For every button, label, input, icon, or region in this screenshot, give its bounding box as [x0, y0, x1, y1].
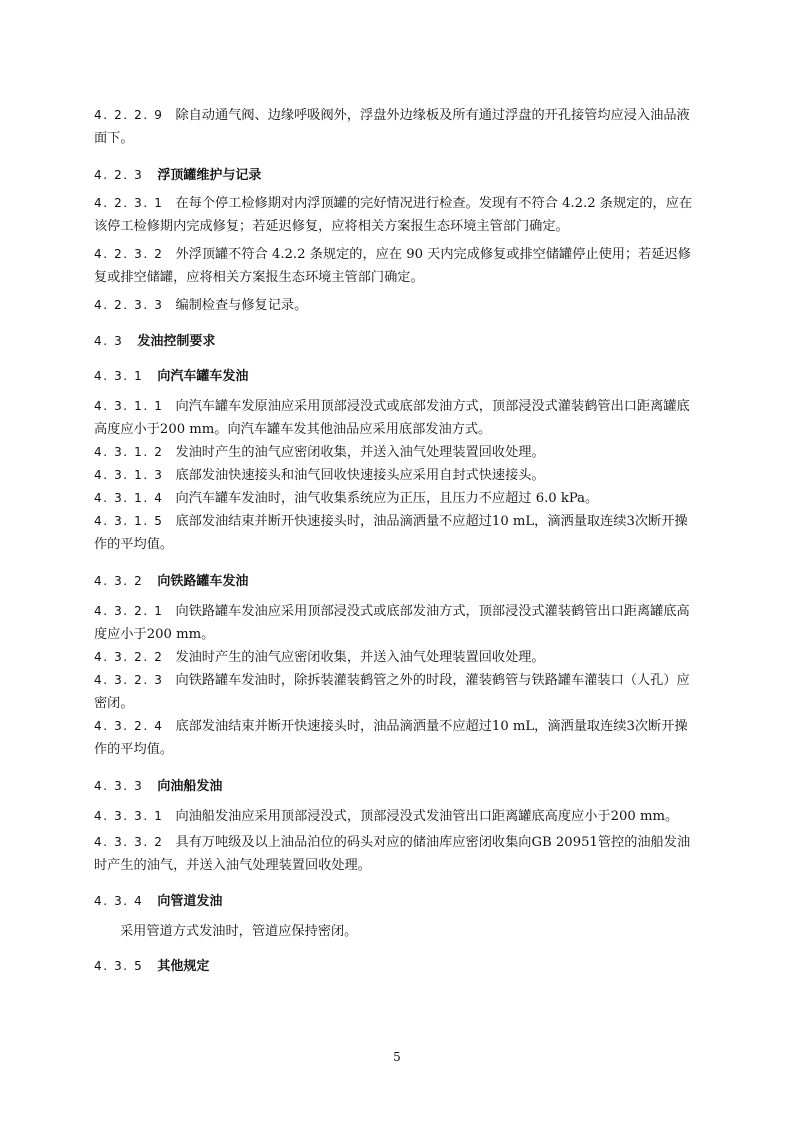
- heading-number: 4. 2. 3: [94, 168, 144, 182]
- heading-text: 向铁路罐车发油: [157, 574, 249, 589]
- clause-number: 4. 3. 2. 1: [94, 604, 164, 618]
- clause-text: 向汽车罐车发油时，油气收集系统应为正压，且压力不应超过 6.0 kPa。: [175, 491, 599, 506]
- heading-number: 4. 3. 4: [94, 894, 144, 908]
- clause-text: 在每个停工检修期对内浮顶罐的完好情况进行检查。发现有不符合 4.2.2 条规定的，应在该停工检修期内完成修复；若延迟修复，应将相关方案报生态环境主管部门确定。: [94, 196, 693, 234]
- clause-number: 4. 3. 1. 4: [94, 491, 164, 505]
- clause-4-2-2-9: [94, 104, 700, 150]
- heading-text: 向管道发油: [157, 894, 223, 909]
- clause-number: 4. 3. 2. 4: [94, 719, 164, 733]
- clause-text: 发油时产生的油气应密闭收集，并送入油气处理装置回收处理。: [175, 445, 545, 460]
- heading-4-3: [94, 330, 700, 349]
- page-body: [94, 104, 700, 974]
- clause-text: 底部发油结束并断开快速接头时，油品滴洒量不应超过10 mL，滴洒量取连续3次断开操作的平均值。: [94, 514, 688, 552]
- heading-text: 向汽车罐车发油: [157, 369, 249, 384]
- heading-number: 4. 3. 2: [94, 574, 144, 588]
- clause-number: 4. 3. 1. 2: [94, 445, 164, 459]
- heading-4-2-3: [94, 164, 700, 183]
- clause-text: 底部发油结束并断开快速接头时，油品滴洒量不应超过10 mL，滴洒量取连续3次断开操作的平均值。: [94, 719, 688, 757]
- heading-number: 4. 3. 5: [94, 959, 144, 973]
- clause-4-3-1-5: [94, 510, 700, 556]
- heading-number: 4. 3: [94, 334, 124, 348]
- clause-number: 4. 3. 2. 3: [94, 673, 164, 687]
- clause-4-3-1-4: [94, 487, 700, 510]
- heading-text: 浮顶罐维护与记录: [157, 168, 262, 183]
- clause-text: 向铁路罐车发油时，除拆装灌装鹤管之外的时段，灌装鹤管与铁路罐车灌装口（人孔）应密闭。: [94, 673, 690, 711]
- page-number: 5: [393, 1050, 401, 1064]
- paragraph-text: 采用管道方式发油时，管道应保持密闭。: [120, 924, 358, 939]
- clause-4-3-3-1: [94, 805, 700, 828]
- clause-text: 底部发油快速接头和油气回收快速接头应采用自封式快速接头。: [175, 468, 545, 483]
- clause-text: 编制检查与修复记录。: [175, 298, 308, 313]
- heading-number: 4. 3. 1: [94, 369, 144, 383]
- clause-number: 4. 3. 1. 1: [94, 399, 164, 413]
- clause-text: 向汽车罐车发原油应采用顶部浸没式或底部发油方式，顶部浸没式灌装鹤管出口距离罐底高度应小于200 mm。向汽车罐车发其他油品应采用底部发油方式。: [94, 399, 690, 437]
- clause-number: 4. 2. 3. 3: [94, 298, 164, 312]
- clause-4-3-1-3: [94, 464, 700, 487]
- clause-4-3-2-4: [94, 715, 700, 761]
- clause-text: 发油时产生的油气应密闭收集，并送入油气处理装置回收处理。: [175, 650, 545, 665]
- clause-4-3-2-2: [94, 646, 700, 669]
- clause-number: 4. 3. 1. 3: [94, 468, 164, 482]
- clause-number: 4. 3. 1. 5: [94, 514, 164, 528]
- clause-number: 4. 2. 3. 2: [94, 247, 164, 261]
- clause-4-2-3-1: [94, 192, 700, 238]
- heading-4-3-1: [94, 365, 700, 384]
- clause-4-2-3-3: [94, 294, 700, 317]
- heading-4-3-5: [94, 955, 700, 974]
- heading-number: 4. 3. 3: [94, 779, 144, 793]
- paragraph-4-3-4: [94, 920, 700, 943]
- clause-4-3-1-2: [94, 441, 700, 464]
- clause-text: 外浮顶罐不符合 4.2.2 条规定的，应在 90 天内完成修复或排空储罐停止使用；若延迟修复或排空储罐，应将相关方案报生态环境主管部门确定。: [94, 247, 691, 285]
- heading-text: 其他规定: [157, 959, 210, 974]
- heading-4-3-3: [94, 775, 700, 794]
- clause-text: 具有万吨级及以上油品泊位的码头对应的储油库应密闭收集向GB 20951管控的油船发油时产生的油气，并送入油气处理装置回收处理。: [94, 835, 691, 873]
- clause-4-3-2-1: [94, 600, 700, 646]
- clause-4-3-1-1: [94, 395, 700, 441]
- clause-number: 4. 3. 2. 2: [94, 650, 164, 664]
- clause-text: 向油船发油应采用顶部浸没式，顶部浸没式发油管出口距离罐底高度应小于200 mm。: [175, 809, 679, 824]
- heading-text: 向油船发油: [157, 779, 223, 794]
- heading-text: 发油控制要求: [137, 334, 216, 349]
- clause-4-2-3-2: [94, 243, 700, 289]
- clause-number: 4. 3. 3. 1: [94, 809, 164, 823]
- clause-number: 4. 3. 3. 2: [94, 835, 164, 849]
- heading-4-3-2: [94, 570, 700, 589]
- clause-4-3-3-2: [94, 831, 700, 877]
- clause-text: 除自动通气阀、边缘呼吸阀外，浮盘外边缘板及所有通过浮盘的开孔接管均应浸入油品液面下。: [94, 108, 690, 146]
- heading-4-3-4: [94, 890, 700, 909]
- clause-4-3-2-3: [94, 669, 700, 715]
- clause-number: 4. 2. 2. 9: [94, 108, 164, 122]
- clause-number: 4. 2. 3. 1: [94, 196, 164, 210]
- clause-text: 向铁路罐车发油应采用顶部浸没式或底部发油方式，顶部浸没式灌装鹤管出口距离罐底高度应小于200 mm。: [94, 604, 690, 642]
